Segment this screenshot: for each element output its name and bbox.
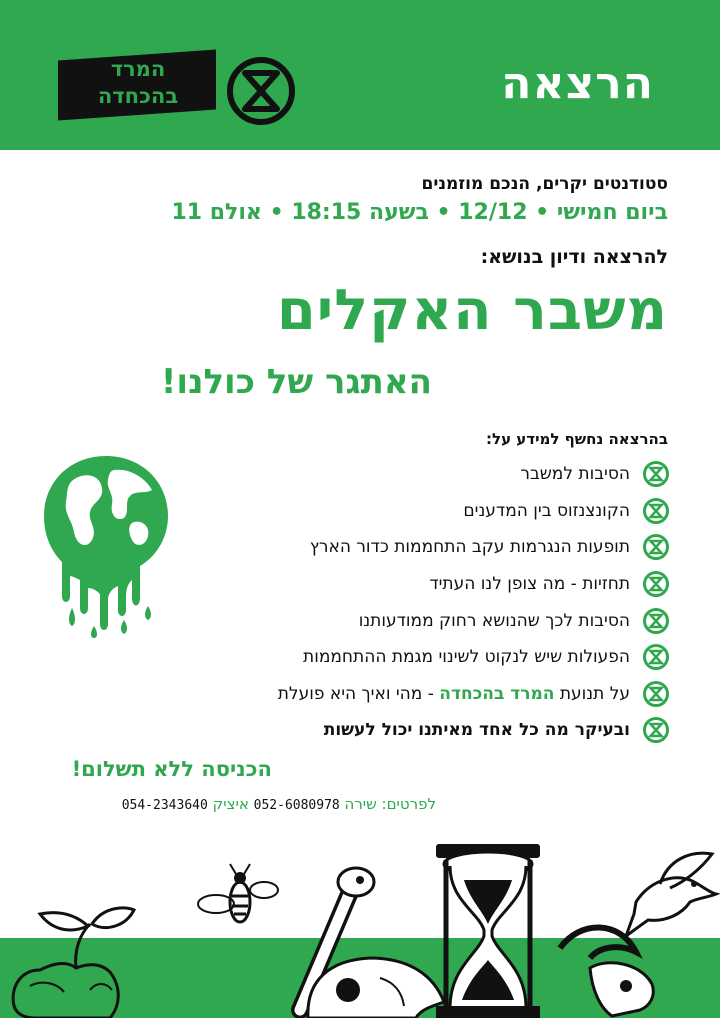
contact-phone-2: 054-2343640 (121, 798, 208, 813)
movement-post: - מהי ואיך היא פועלת (277, 683, 434, 704)
extinction-bullet-icon (642, 607, 670, 635)
contact-label: לפרטים: (381, 795, 436, 813)
list-lead: בהרצאה נחשף למידע על: (486, 430, 668, 448)
headline: משבר האקלים (276, 278, 668, 343)
skull-icon (308, 958, 444, 1018)
logo-line-2: בהכחדה (97, 84, 179, 108)
list-item-label: הסיבות למשבר (520, 464, 630, 485)
list-item-label: תופעות הנגרמות עקב התחממות כדור הארץ (309, 537, 630, 558)
logo-line-1: המרד (110, 57, 166, 81)
extinction-hourglass-icon (225, 55, 297, 127)
subheadline: האתגר של כולנו! (160, 362, 432, 402)
contact-name-2: איציק (212, 795, 249, 813)
page-title: הרצאה (501, 58, 654, 109)
list-item (190, 529, 670, 566)
logo-text (70, 56, 206, 110)
list-item-label: הקונצנזוס בין המדענים (463, 500, 630, 521)
extinction-bullet-icon (642, 680, 670, 708)
list-item (190, 712, 670, 749)
intro-text: סטודנטים יקרים, הנכם מוזמנים (421, 174, 668, 194)
list-item (190, 566, 670, 603)
extinction-bullet-icon (642, 716, 670, 744)
contact-phone-1: 052-6080978 (253, 798, 340, 813)
topic-list (190, 456, 670, 749)
footer-illustration (0, 840, 720, 1018)
list-item (190, 602, 670, 639)
extinction-bullet-icon (642, 643, 670, 671)
swallow-icon (626, 853, 716, 936)
extinction-bullet-icon (642, 570, 670, 598)
bee-icon (198, 864, 278, 922)
event-datetime: ביום חמישי • 12/12 • בשעה 18:15 • אולם 11 (171, 200, 668, 225)
list-item-label: הסיבות לכך שהנושא רחוק ממודעותנו (358, 610, 630, 631)
list-item (190, 639, 670, 676)
extinction-bullet-icon (642, 533, 670, 561)
free-entry: הכניסה ללא תשלום! (71, 757, 272, 781)
list-item-label (278, 684, 630, 704)
movement-name: המרד בהכחדה (439, 683, 555, 704)
list-item (190, 493, 670, 530)
hourglass-icon (436, 844, 540, 1018)
list-item (190, 676, 670, 713)
list-item-label: ובעיקר מה כל אחד מאיתנו יכול לעשות (323, 720, 630, 741)
extinction-bullet-icon (642, 460, 670, 488)
contact-details (122, 795, 436, 813)
movement-pre: על תנועת (559, 683, 630, 704)
list-item (190, 456, 670, 493)
melting-globe-icon (36, 448, 176, 638)
extinction-bullet-icon (642, 497, 670, 525)
topic-lead: להרצאה ודיון בנושא: (480, 246, 668, 268)
apple-icon (13, 908, 134, 1018)
contact-name-1: שירה (344, 795, 377, 813)
ibex-skull-icon (560, 927, 653, 1016)
list-item-label: תחזיות - מה צופן לנו העתיד (429, 574, 630, 595)
list-item-label: הפעולות שיש לנקוט לשינוי מגמת ההתחממות (303, 647, 630, 668)
